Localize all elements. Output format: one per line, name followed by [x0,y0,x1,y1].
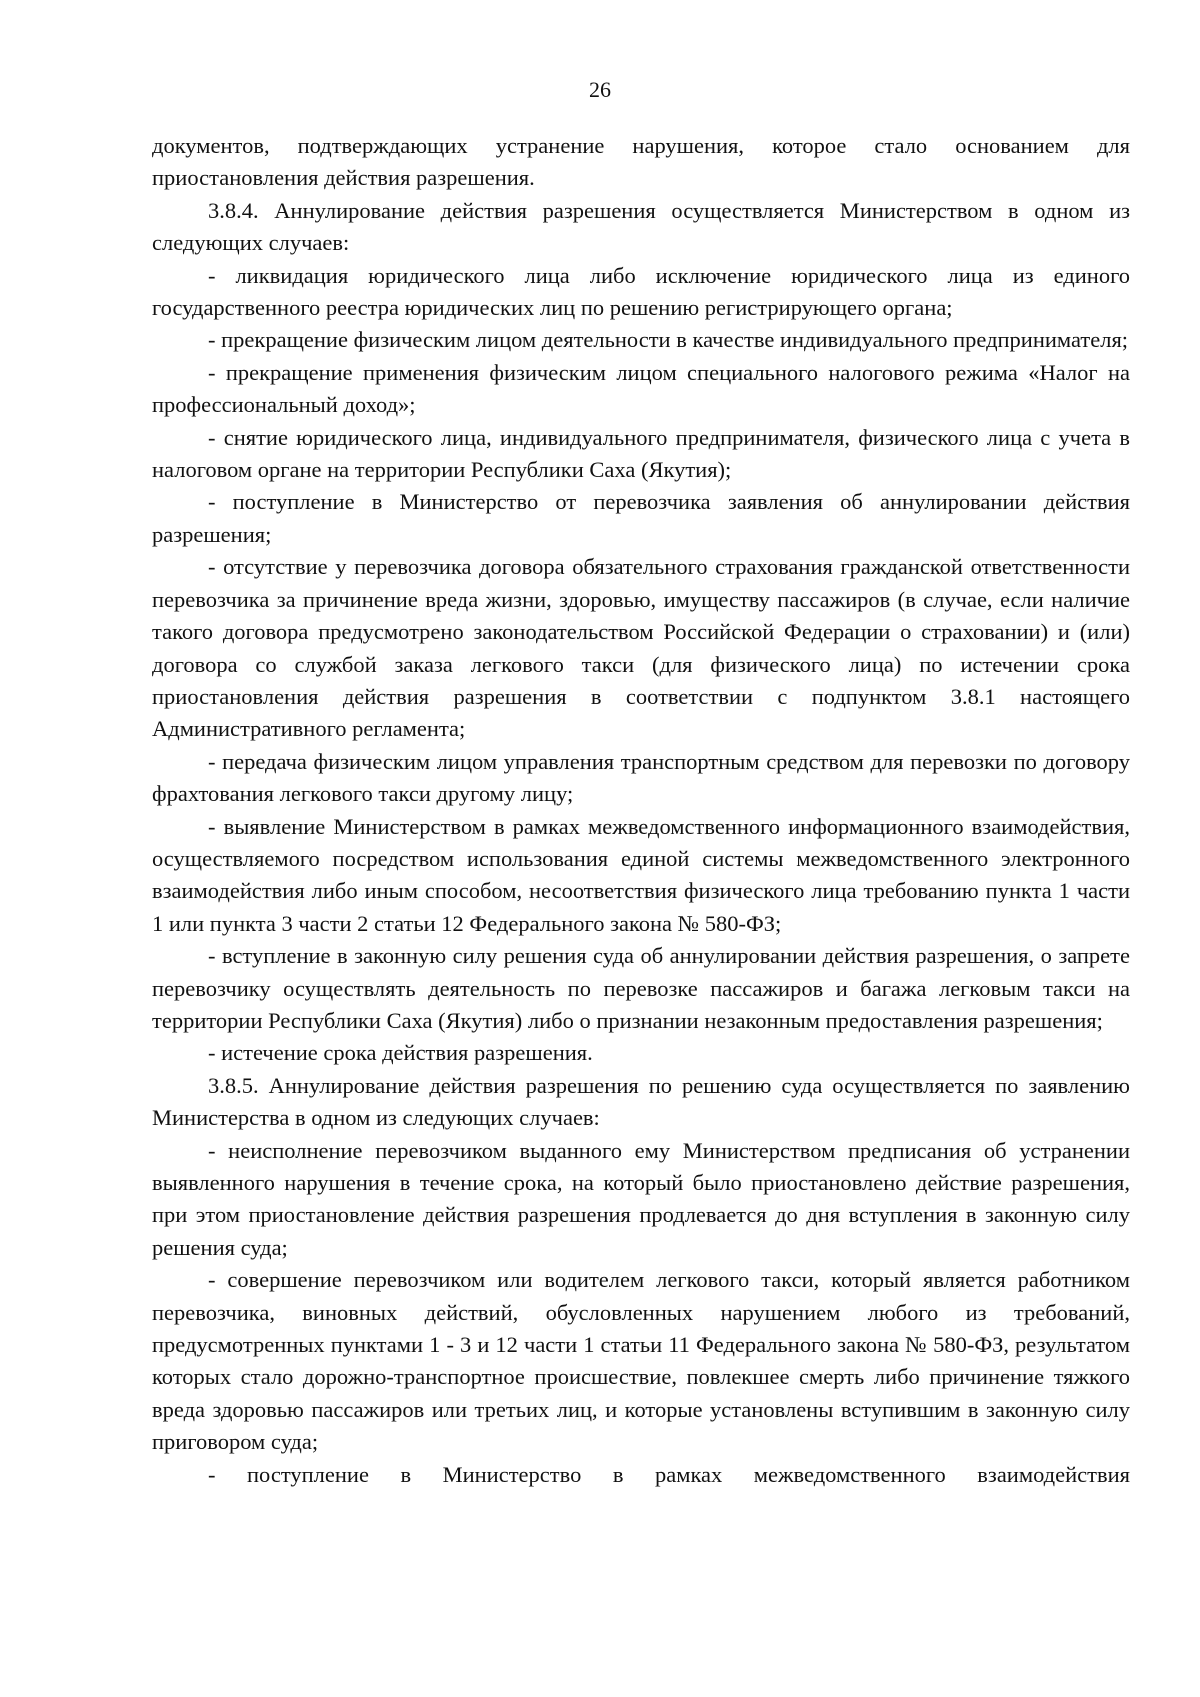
list-item-carrier-application: - поступление в Министерство от перевозчика заявления об аннулировании действия разрешения; [152,489,1130,547]
list-item-liquidation: - ликвидация юридического лица либо исключение юридического лица из единого государственного реестра юридических лиц по решению регистрирующего органа; [152,262,1130,321]
list-item-control-transfer: - передача физическим лицом управления транспортным средством для перевозки по договору фрахтования легкового такси другому лицу; [152,748,1130,807]
list-item-expiry: - истечение срока действия разрешения. [208,1040,593,1066]
paragraph-3-8-4-intro: 3.8.4. Аннулирование действия разрешения осуществляется Министерством в одном из следующих случаев: [152,197,1130,256]
document-body [152,130,1130,1491]
list-item-tax-deregistration: - снятие юридического лица, индивидуального предпринимателя, физического лица с учета в налоговом органе на территории Республики Саха (Якутия); [152,424,1130,483]
list-item-order-nonfulfillment: - неисполнение перевозчиком выданного ему Министерством предписания об устранении выявленного нарушения в течение срока, на который было приостановлено действие разрешения, при этом приостановление действия разрешения продлевается до дня вступления в законную силу решения суда; [152,1137,1130,1260]
list-item-no-insurance: - отсутствие у перевозчика договора обязательного страхования гражданской ответственности перевозчика за причинение вреда жизни, здоровью, имуществу пассажиров (в случае, если наличие такого договора предусмотрено законодательством Российской Федерации о страховании) и (или) договора со службой заказа легкового такси (для физического лица) по истечении срока приостановления действия разрешения в соответствии с подпунктом 3.8.1 настоящего Административного регламента; [152,554,1130,742]
list-item-court-decision: - вступление в законную силу решения суда об аннулировании действия разрешения, о запрете перевозчику осуществлять деятельность по перевозке пассажиров и багажа легковым такси на территории Республики Саха (Якутия) либо о признании незаконным предоставления разрешения; [152,943,1130,1033]
list-item-accident: - совершение перевозчиком или водителем легкового такси, который является работником перевозчика, виновных действий, обусловленных нарушением любого из требований, предусмотренных пунктами 1 - 3 и 12 части 1 статьи 11 Федерального закона № 580-ФЗ, результатом которых стало дорожно-транспортное происшествие, повлекшее смерть либо причинение тяжкого вреда здоровью пассажиров или третьих лиц, и которые установлены вступившим в законную силу приговором суда; [152,1267,1130,1455]
list-item-tax-regime-termination: - прекращение применения физическим лицом специального налогового режима «Налог на профессиональный доход»; [152,359,1130,418]
list-item-nonconformity: - выявление Министерством в рамках межведомственного информационного взаимодействия, осуществляемого посредством использования единой системы межведомственного электронного взаимодействия либо иным способом, несоответствия физического лица требованию пункта 1 части 1 или пункта 3 части 2 статьи 12 Федерального закона № 580-ФЗ; [152,813,1130,936]
page-number: 26 [589,77,611,102]
list-item-interagency-receipt: - поступление в Министерство в рамках межведомственного взаимодействия [208,1461,1130,1487]
paragraph-3-8-5-intro: 3.8.5. Аннулирование действия разрешения по решению суда осуществляется по заявлению Министерства в одном из следующих случаев: [152,1072,1130,1131]
paragraph-continuation: документов, подтверждающих устранение нарушения, которое стало основанием для приостановления действия разрешения. [152,133,1130,191]
list-item-entrepreneur-termination: - прекращение физическим лицом деятельности в качестве индивидуального предпринимателя; [208,327,1129,353]
